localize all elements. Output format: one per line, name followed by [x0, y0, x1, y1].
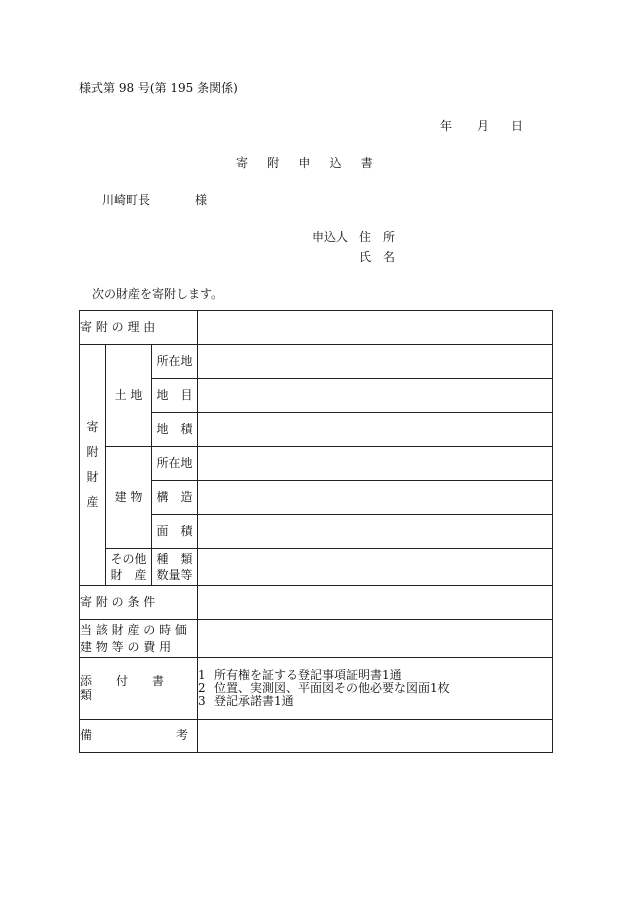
applicant-label: 申込人: [312, 230, 349, 244]
attachments-list: [198, 658, 553, 720]
reason-field[interactable]: [198, 311, 553, 345]
building-label: 建 物: [106, 447, 152, 549]
value-row: [80, 620, 553, 658]
remarks-field[interactable]: [198, 720, 553, 753]
attachment-item: [198, 695, 552, 708]
property-char: 寄: [86, 419, 99, 434]
other-property-row: [80, 549, 553, 586]
land-location-field[interactable]: [198, 345, 553, 379]
land-category-label: 地 目: [152, 379, 198, 413]
date-day-label: 日: [511, 119, 524, 133]
remarks-row: [80, 720, 553, 753]
conditions-label: 寄 附 の 条 件: [80, 586, 198, 620]
building-location-label: 所在地: [152, 447, 198, 481]
other-label-line: その他: [110, 552, 147, 566]
applicant-name-label: 氏 名: [359, 250, 396, 264]
attachments-label: 添 付 書 類: [80, 658, 198, 720]
attachment-text: 位置、実測図、平面図その他必要な図面1枚: [214, 680, 450, 695]
value-label-line: 当 該 財 産 の 時 価: [80, 622, 187, 637]
addressee-name: 川崎町長: [102, 193, 151, 207]
addressee-honorific: 様: [195, 193, 208, 207]
land-area-field[interactable]: [198, 413, 553, 447]
value-label: [80, 620, 198, 658]
land-label: 土 地: [106, 345, 152, 447]
other-label-line: 財 産: [110, 568, 147, 582]
attachment-number: 3: [198, 694, 206, 709]
reason-row: [80, 311, 553, 345]
building-area-field[interactable]: [198, 515, 553, 549]
other-field-line: 数量等: [156, 568, 193, 582]
attachment-text: 登記承諾書1通: [214, 694, 294, 709]
value-field[interactable]: [198, 620, 553, 658]
other-field-line: 種 類: [156, 552, 193, 566]
other-field-label: [152, 549, 198, 586]
attachment-number: 1: [198, 667, 206, 682]
attachment-text: 所有権を証する登記事項証明書1通: [214, 667, 402, 682]
document-title: 寄 附 申 込 書: [236, 156, 377, 170]
land-area-label: 地 積: [152, 413, 198, 447]
land-location-row: [80, 345, 553, 379]
land-location-label: 所在地: [152, 345, 198, 379]
attachment-number: 2: [198, 680, 206, 695]
date-year-label: 年: [440, 119, 453, 133]
reason-label: 寄 附 の 理 由: [80, 311, 198, 345]
conditions-field[interactable]: [198, 586, 553, 620]
building-structure-label: 構 造: [152, 481, 198, 515]
date-month-label: 月: [477, 119, 490, 133]
conditions-row: [80, 586, 553, 620]
building-structure-field[interactable]: [198, 481, 553, 515]
other-property-label: [106, 549, 152, 586]
intro-text: 次の財産を寄附します。: [92, 287, 224, 301]
form-number: 様式第 98 号(第 195 条関係): [79, 81, 238, 95]
attachments-row: [80, 658, 553, 720]
remarks-label: 備 考: [80, 720, 198, 753]
applicant-address-label: 住 所: [359, 230, 396, 244]
property-label: [80, 345, 106, 586]
value-label-line: 建 物 等 の 費 用: [80, 639, 172, 654]
building-area-label: 面 積: [152, 515, 198, 549]
building-location-row: [80, 447, 553, 481]
land-category-field[interactable]: [198, 379, 553, 413]
property-char: 産: [86, 495, 99, 510]
donation-form-table: [79, 310, 553, 753]
other-property-field[interactable]: [198, 549, 553, 586]
property-char: 附: [86, 444, 99, 459]
property-char: 財: [86, 470, 99, 484]
building-location-field[interactable]: [198, 447, 553, 481]
